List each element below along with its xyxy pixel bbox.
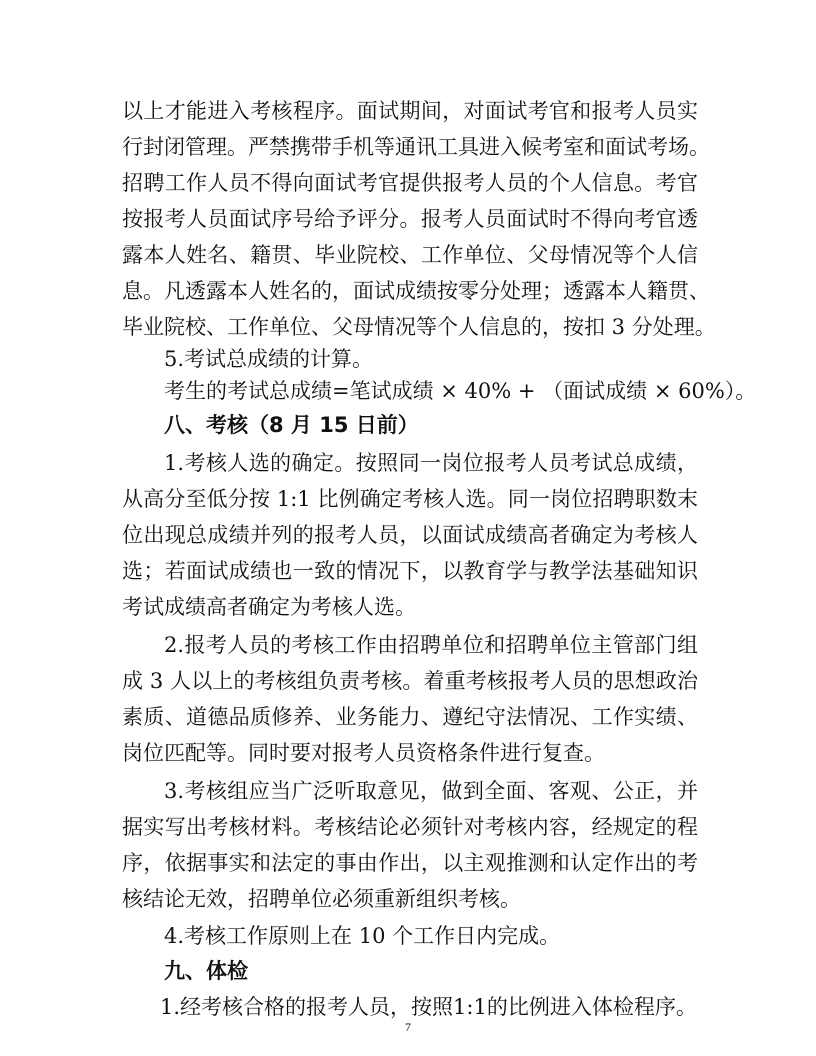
section-heading-eight: 八、考核（8 月 15 日前） — [164, 413, 419, 437]
page-number: 7 — [405, 1020, 411, 1034]
paragraph-line: 1.考核人选的确定。按照同一岗位报考人员考试总成绩， — [164, 451, 698, 475]
paragraph-line: 成 3 人以上的考核组负责考核。着重考核报考人员的思想政治 — [122, 669, 698, 693]
paragraph-line: 考试成绩高者确定为考核人选。 — [122, 595, 416, 619]
paragraph-line: 按报考人员面试序号给予评分。报考人员面试时不得向考官透 — [122, 207, 698, 231]
paragraph-line: 1.经考核合格的报考人员，按照1:1的比例进入体检程序。 — [160, 995, 697, 1019]
paragraph-line: 岗位匹配等。同时要对报考人员资格条件进行复查。 — [122, 741, 605, 765]
section-heading-nine: 九、体检 — [164, 959, 248, 983]
formula-line: 考生的考试总成绩=笔试成绩 × 40% + （面试成绩 × 60%）。 — [164, 379, 757, 403]
paragraph-line: 4.考核工作原则上在 10 个工作日内完成。 — [164, 924, 561, 948]
paragraph-line: 序，依据事实和法定的事由作出，以主观推测和认定作出的考 — [122, 851, 698, 875]
paragraph-line: 露本人姓名、籍贯、毕业院校、工作单位、父母情况等个人信 — [122, 243, 698, 267]
paragraph-line: 毕业院校、工作单位、父母情况等个人信息的，按扣 3 分处理。 — [122, 315, 716, 339]
paragraph-line: 3.考核组应当广泛听取意见，做到全面、客观、公正，并 — [164, 779, 698, 803]
paragraph-line: 招聘工作人员不得向面试考官提供报考人员的个人信息。考官 — [122, 171, 698, 195]
paragraph-line: 核结论无效，招聘单位必须重新组织考核。 — [122, 887, 521, 911]
paragraph-line: 从高分至低分按 1:1 比例确定考核人选。同一岗位招聘职数末 — [122, 487, 698, 511]
paragraph-line: 据实写出考核材料。考核结论必须针对考核内容，经规定的程 — [122, 815, 698, 839]
paragraph-line: 位出现总成绩并列的报考人员，以面试成绩高者确定为考核人 — [122, 523, 698, 547]
paragraph-line: 2.报考人员的考核工作由招聘单位和招聘单位主管部门组 — [164, 633, 698, 657]
paragraph-line: 息。凡透露本人姓名的，面试成绩按零分处理；透露本人籍贯、 — [122, 279, 710, 303]
paragraph-line: 素质、道德品质修养、业务能力、遵纪守法情况、工作实绩、 — [122, 705, 698, 729]
paragraph-line: 5.考试总成绩的计算。 — [164, 347, 374, 371]
paragraph-line: 行封闭管理。严禁携带手机等通讯工具进入候考室和面试考场。 — [122, 135, 710, 159]
paragraph-line: 选；若面试成绩也一致的情况下，以教育学与教学法基础知识 — [122, 559, 698, 583]
paragraph-line: 以上才能进入考核程序。面试期间，对面试考官和报考人员实 — [122, 99, 698, 123]
